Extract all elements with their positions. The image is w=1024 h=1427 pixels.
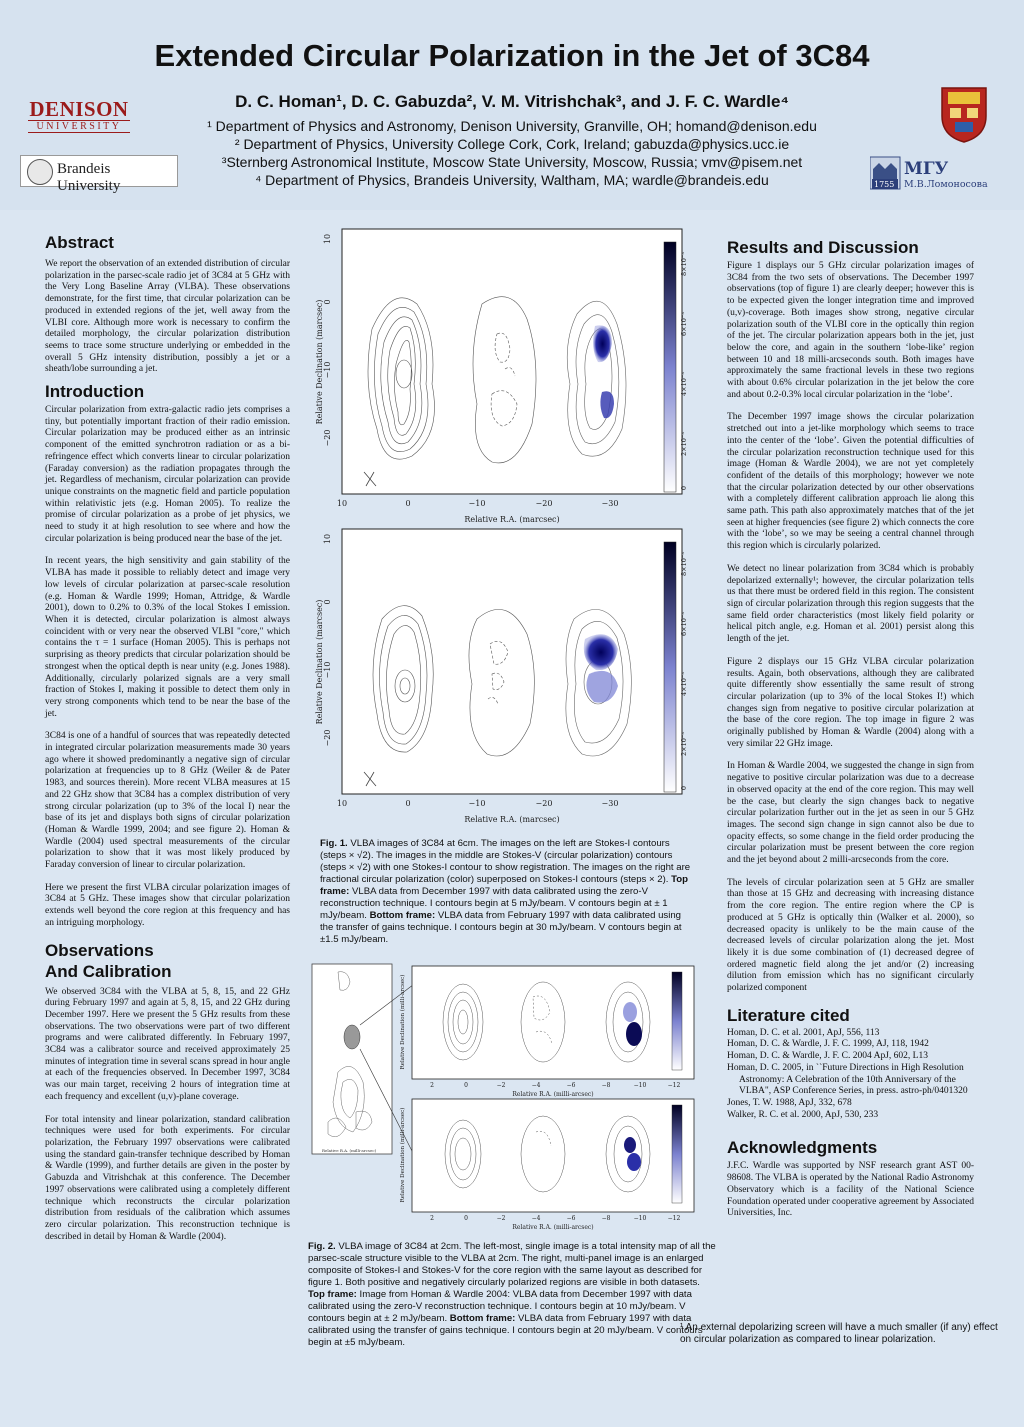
x-tick-label: 0 [464, 1082, 468, 1089]
x-tick-label: −4 [531, 1082, 541, 1089]
x-tick-label: −10 [468, 499, 486, 508]
results-paragraph: Figure 1 displays our 5 GHz circular polarization images of 3C84 from the two sets of observations. The December 1997 observations (top of figure 1) are clearly deeper; however this is to be expected given the longer integration time and improved (u,v)-coverage. Both images show strong, negative circular polarization south of the VLBI core in the optically thin region of the jet. The circular polarization appears both in the jet, just below the core, and again in the southern ‘lobe-like’ region between 10 and 18 milli-arcseconds south. Both images have approximately the same fractional levels in these two regions with about 0.6% circular polarization in the jet below the core and about 0.2-0.3% local circular polarization in the ‘lobe’. [727, 261, 974, 400]
figure-1-caption-top: VLBA data from December 1997 with data calibrated using the zero-V reconstruction technique. I contours begin at 5 mJy/beam. V contours begin at ± 1 mJy/beam. [320, 886, 668, 921]
literature-heading: Literature cited [727, 1005, 850, 1025]
colorbar-tick-label: 0 [680, 785, 688, 791]
colorbar-tick-label: 4×10⁻³ [680, 372, 688, 396]
figure-1-caption [320, 838, 696, 946]
figure-2-caption-top-label: Top frame: [308, 1289, 357, 1300]
y-axis-label: Relative Declination (marcsec) [315, 599, 324, 725]
observations-heading [45, 940, 290, 982]
observations-paragraph: We observed 3C84 with the VLBA at 5, 8, 15, and 22 GHz during February 1997 and again at 5, 8, 15, and 22 GHz during December 1997. Here we present the 5 GHz results from these observations. The two observations were part of two different programs and were calibrated differently. In February 1997, 3C84 was a calibrator source and received approximately 25 minutes of integration time in several scans spread in hour angle at each of the frequencies observed. In December 1997, 3C84 was our main target, receiving 2 hours of integration time at each frequency and excellent (u,v)-plane coverage. [45, 986, 290, 1102]
affiliation-list [150, 117, 874, 189]
colorbar-tick-label: 0 [680, 485, 688, 491]
figure-1-top-frame [342, 229, 682, 494]
results-heading: Results and Discussion [727, 238, 919, 257]
msu-year: 1755 [874, 180, 895, 189]
affiliation-2: ² Department of Physics, University College Cork, Cork, Ireland; gabuzda@physics.ucc.ie [234, 136, 790, 152]
y-tick-label: 10 [323, 533, 332, 545]
figure-2-caption-top: Image from Homan & Wardle 2004: VLBA data from December 1997 with data calibrated using the zero-V reconstruction technique. I contours begin at 10 mJy/beam. V contours begin at ± 2 mJy/beam. [308, 1289, 692, 1324]
reference-item: Homan, D. C. & Wardle, J. F. C. 1999, AJ, 118, 1942 [727, 1039, 929, 1050]
brandeis-seal-icon [27, 159, 53, 185]
x-tick-label: −12 [667, 1082, 681, 1089]
introduction-paragraph: 3C84 is one of a handful of sources that was repeatedly detected in integrated circular polarization measurements made 30 years ago where it showed predominantly a negative sign of circular polarization at frequencies up to 8 GHz (Weiler & de Pater 1983, and sources therein). More recent VLBA measures at 15 and 22 GHz show that 3C84 has a complex distribution of very strong circular polarization (up to 3% of the local I) near the base of its jet and displays both signs of circular polarization (Homan & Wardle 1999, 2004; and see figure 2). Homan & Wardle (2004) used spectral measurements of the circular polarization to show that it was most likely produced by Faraday conversion of linear to circular polarization. [45, 731, 290, 871]
x-tick-label: −2 [496, 1215, 506, 1222]
y-tick-label: 10 [323, 233, 332, 245]
y-tick-label: 0 [323, 299, 332, 305]
figure-2 [308, 962, 700, 1237]
reference-item: Jones, T. W. 1988, ApJ, 332, 678 [727, 1098, 852, 1108]
results-paragraph: In Homan & Wardle 2004, we suggested the change in sign from negative to positive circular polarization was due to a decrease in observed opacity at the end of the core region. This may well be the case, but clearly the sign changes back to negative circular polarization further out in the jet as seen in our 5 GHz images. The second sign change in sign cannot also be due to opacity effects, so some change in the field order producing the circular polarization must be present between the core region and the jet beyond about 2 milli-arcseconds from the core. [727, 761, 974, 866]
figure-2-caption-bottom: VLBA data from February 1997 with data calibrated using the transfer of gains technique. I contours begin at 20 mJy/beam. V contours begin at ±5 mJy/beam. [308, 1313, 703, 1348]
results-paragraph: The December 1997 image shows the circular polarization stretched out into a jet-like morphology which seems to trace into the center of the ‘lobe’. Given the potential difficulties of the circular polarization reconstruction technique used for this image (Homan & Wardle 2004), we are not yet completely confident of the details of this morphology; however we note that the circular polarization detected by our other observations with a completely different calibration approach lie along this same path. This path also approximately matches that of the jet seen at higher frequencies (see figure 2) which connects the core with the ‘lobe’, so we may be seeing a central channel through this region which is circularly polarized. [727, 412, 974, 552]
x-tick-label: −10 [633, 1215, 647, 1222]
x-tick-label: −30 [601, 499, 619, 508]
poster-title: Extended Circular Polarization in the Jet of 3C84 [154, 38, 870, 73]
figure-2-total-intensity-image [312, 964, 392, 1154]
x-tick-label: −4 [531, 1215, 541, 1222]
figure-2-caption-text: VLBA image of 3C84 at 2cm. The left-most, single image is a total intensity map of all the parsec-scale structure visible to the VLBA at 2cm. The right, multi-panel image is an enlarged composite of Stokes-I and Stokes-V for the core region with the same layout as described for figure 1. Both positive and negatively circularly polarized regions are visible in both datasets. [308, 1241, 716, 1288]
reference-item: Walker, R. C. et al. 2000, ApJ, 530, 233 [727, 1109, 879, 1120]
colorbar-tick-label: 8×10⁻³ [680, 552, 688, 576]
observations-paragraph: For total intensity and linear polarization, standard calibration techniques were used for both experiments. For circular polarization, the February 1997 observations were calibrated using the standard gain-transfer technique described by Homan & Wardle (1999), and further details are given in the poster by Gabuzda and Vitrishchak at this conference. The December 1997 observations were calibrated using a completely different technique which reconstructs the circular polarization distribution from residuals of the calibration which assumes zero circular polarization. This reconstruction technique is described in detail by Homan & Wardle (2004). [45, 1114, 290, 1242]
x-tick-label: −8 [601, 1215, 611, 1222]
reference-list [727, 1028, 974, 1122]
abstract-heading: Abstract [45, 233, 114, 252]
x-tick-label: −30 [601, 799, 619, 808]
footnote: ¹ An external depolarizing screen will have a much smaller (if any) effect on circular polarization as compared to linear polarization. [680, 1322, 998, 1345]
right-column [727, 237, 974, 1220]
x-tick-label: −20 [535, 799, 553, 808]
x-axis-label: Relative R.A. (marcsec) [464, 515, 560, 524]
y-axis-label: Relative Declination (milli-arcsec) [400, 974, 406, 1070]
reference-item: Homan, D. C. 2005, in ``Future Directions in High Resolution Astronomy: A Celebration of the 10th Anniversary of the VLBA", ASP Conference Series, in press. astro-ph/0401320 [727, 1062, 968, 1097]
figure-1-caption-bottom: VLBA data from February 1997 with data calibrated using the transfer of gains technique. I contours begin at 30 mJy/beam. V contours begin at ±1.5 mJy/beam. [320, 910, 682, 945]
introduction-paragraph: Here we present the first VLBA circular polarization images of 3C84 at 5 GHz. These images show that circular polarization extends well beyond the core region at this frequency and has an intriguing morphology. [45, 882, 290, 928]
y-tick-label: −20 [323, 729, 332, 747]
x-tick-label: −2 [496, 1082, 506, 1089]
colorbar-tick-label: 6×10⁻³ [680, 312, 688, 336]
x-axis-label: Relative R.A. (marcsec) [464, 815, 560, 824]
brandeis-logo [20, 155, 178, 194]
figure-1-caption-label: Fig. 1. [320, 838, 348, 849]
figure-1-caption-text: VLBA images of 3C84 at 6cm. The images on the left are Stokes-I contours (steps × √2). The images in the middle are Stokes-V (circular polarization) contours (steps × √2) with one Stokes-I contour to show registration. The images on the right are fractional circular polarization (color) superposed on Stokes-I contours (steps × 2). [320, 838, 691, 885]
author-list: D. C. Homan¹, D. C. Gabuzda², V. M. Vitrishchak³, and J. F. C. Wardle⁴ [235, 92, 789, 111]
x-tick-label: 0 [405, 799, 411, 808]
x-tick-label: −8 [601, 1082, 611, 1089]
affiliation-4: ⁴ Department of Physics, Brandeis University, Waltham, MA; wardle@brandeis.edu [255, 172, 769, 188]
figure-1-caption-top-label: Top frame: [320, 874, 689, 897]
x-tick-label: 2 [430, 1082, 434, 1089]
figure-1 [312, 224, 694, 838]
figure-2-left-xlabel: Relative R.A. (milli-arcsec) [322, 1148, 377, 1153]
figure-2-caption-label: Fig. 2. [308, 1241, 336, 1252]
affiliation-3: ³Sternberg Astronomical Institute, Moscow State University, Moscow, Russia; vmv@pisem.net [221, 154, 803, 170]
x-tick-label: −6 [566, 1082, 576, 1089]
observations-heading-line1: Observations [45, 940, 154, 960]
figure-2-caption-bottom-label: Bottom frame: [449, 1313, 516, 1324]
x-tick-label: −20 [535, 499, 553, 508]
x-tick-label: −10 [468, 799, 486, 808]
x-axis-label: Relative R.A. (milli-arcsec) [512, 1091, 594, 1098]
figure-2-top-frame [412, 966, 694, 1079]
x-axis-label: Relative R.A. (milli-arcsec) [512, 1224, 594, 1231]
x-tick-label: −12 [667, 1215, 681, 1222]
x-tick-label: −10 [633, 1082, 647, 1089]
ucc-crest-icon [940, 86, 988, 144]
observations-heading-line2: And Calibration [45, 961, 172, 981]
x-tick-label: 10 [336, 499, 348, 508]
y-tick-label: −20 [323, 429, 332, 447]
x-tick-label: 0 [405, 499, 411, 508]
introduction-paragraph: In recent years, the high sensitivity and gain stability of the VLBA has made it possible to reliably detect and image very low levels of circular polarization at parsec-scale resolution (e.g. Homan & Wardle 1999; Homan, Attridge, & Wardle 2001), down to 0.2% to 0.3% of the local Stokes I emission. When it is detected, circular polarization is almost always coincident with or very near the observed VLBI "core," which contains the τ = 1 surface (Homan 2005). This is perhaps not surprising as theory predicts that circular polarization should be strongest when the optical depth is near unity (e.g. Jones 1988). Additionally, circularly polarized signals are a very small fraction of Stokes I, making it possible to detect them only in very strong components which tend to be near the base of the jet. [45, 556, 290, 719]
brandeis-logo-text: Brandeis University [57, 161, 121, 194]
figure-1-caption-bottom-label: Bottom frame: [369, 910, 436, 921]
affiliation-1: ¹ Department of Physics and Astronomy, Denison University, Granville, OH; homand@denison.edu [207, 118, 817, 134]
x-tick-label: 10 [336, 799, 348, 808]
colorbar-tick-label: 6×10⁻³ [680, 612, 688, 636]
denison-logo [28, 98, 130, 133]
msu-logo-text: МГУ [904, 159, 949, 179]
y-tick-label: −10 [323, 661, 332, 679]
results-paragraph: The levels of circular polarization seen at 5 GHz are smaller than those at 15 GHz and decreasing with increasing distance from the core region. The entire region where the CP is produced at 5 GHz is optically thin (Walker et al. 2000), so decreased opacity is unlikely to be the main cause of the decreased levels of circular polarization along the jet. Most likely it is due some combination of (1) decreased degree of ordered magnetic field along the jet and/or (2) increasing dilution from emission which has no significant circularly polarized component [727, 877, 974, 994]
colorbar-tick-label: 8×10⁻³ [680, 252, 688, 276]
y-tick-label: 0 [323, 599, 332, 605]
introduction-paragraph: Circular polarization from extra-galactic radio jets comprises a tiny, but potentially important fraction of their radio emission. Circular polarization may be produced either as an intrinsic component of the emitted synchrotron radiation or as a bi-refringence effect which converts linear to circular polarization (Faraday conversion) as the radiation propagates through the jet. Regardless of mechanism, circular polarization can provide unique constraints on the magnetic field and particle population within relativistic jets (e.g. Homan 2005). To realize the promise of circular polarization as a probe of jet physics, we need to study it at high resolution to see where and how the circular polarization is being produced near the base of the jet. [45, 405, 290, 544]
figure-2-caption [308, 1241, 718, 1349]
denison-logo-subtext: UNIVERSITY [28, 120, 130, 133]
abstract-text: We report the observation of an extended distribution of circular polarization in the parsec-scale radio jet of 3C84 at 5 GHz with the Very Long Baseline Array (VLBA). These observations demonstrate, for the first time, that circular polarization can be produced in extended regions of the jet, well away from the VLBI core. Although more work is necessary to confirm the detailed morphology, the circular polarization distribution seems to trace some structure underlying or embedded in the overall 5 GHz intensity distribution, possibly a jet or a sheath/lobe surrounding a jet. [45, 259, 290, 375]
x-tick-label: 2 [430, 1215, 434, 1222]
y-axis-label: Relative Declination (milli-arcsec) [400, 1107, 406, 1203]
x-tick-label: 0 [464, 1215, 468, 1222]
msu-logo [870, 155, 988, 191]
results-paragraph: Figure 2 displays our 15 GHz VLBA circular polarization results. Again, both observations, although they are calibrated quite differently show essentially the same result of strong circular polarization (up to 3% of the local Stokes I!) which changes sign from negative to positive circular polarization at the base of the core region. The top image in figure 2 was originally published by Homan & Wardle (2004) along with a very similar 22 GHz image. [727, 656, 974, 749]
acknowledgments-text: J.F.C. Wardle was supported by NSF research grant AST 00-98608. The VLBA is operated by the National Radio Astronomy Observatory which is a facility of the National Science Foundation operated under cooperative agreement by Associated Universities, Inc. [727, 1161, 974, 1219]
reference-item: Homan, D. C. & Wardle, J. F. C. 2004 ApJ, 602, L13 [727, 1051, 928, 1062]
left-column [45, 232, 290, 1243]
y-tick-label: −10 [323, 361, 332, 379]
figure-2-bottom-frame [412, 1099, 694, 1212]
poster-header [0, 0, 1024, 210]
colorbar-tick-label: 2×10⁻³ [680, 432, 688, 456]
x-tick-label: −6 [566, 1215, 576, 1222]
acknowledgments-heading: Acknowledgments [727, 1138, 878, 1158]
y-axis-label: Relative Declination (marcsec) [315, 299, 324, 425]
figure-1-bottom-frame [342, 529, 682, 794]
colorbar-tick-label: 4×10⁻³ [680, 672, 688, 696]
colorbar-tick-label: 2×10⁻³ [680, 732, 688, 756]
reference-item: Homan, D. C. et al. 2001, ApJ, 556, 113 [727, 1027, 880, 1038]
results-paragraph: We detect no linear polarization from 3C84 which is probably depolarized externally¹; however, the circular polarization tells us that there must be ordered field in this region. The consistent sign of circular polarization through this region suggests that the same field order characteristics (most likely field polarity or helical pitch angle, e.g. Homan et al. 2001) persist along this length of the jet. [727, 563, 974, 645]
introduction-heading: Introduction [45, 382, 145, 402]
msu-name: М.В.Ломоносова [904, 179, 988, 190]
denison-logo-text: DENISON [29, 97, 129, 121]
